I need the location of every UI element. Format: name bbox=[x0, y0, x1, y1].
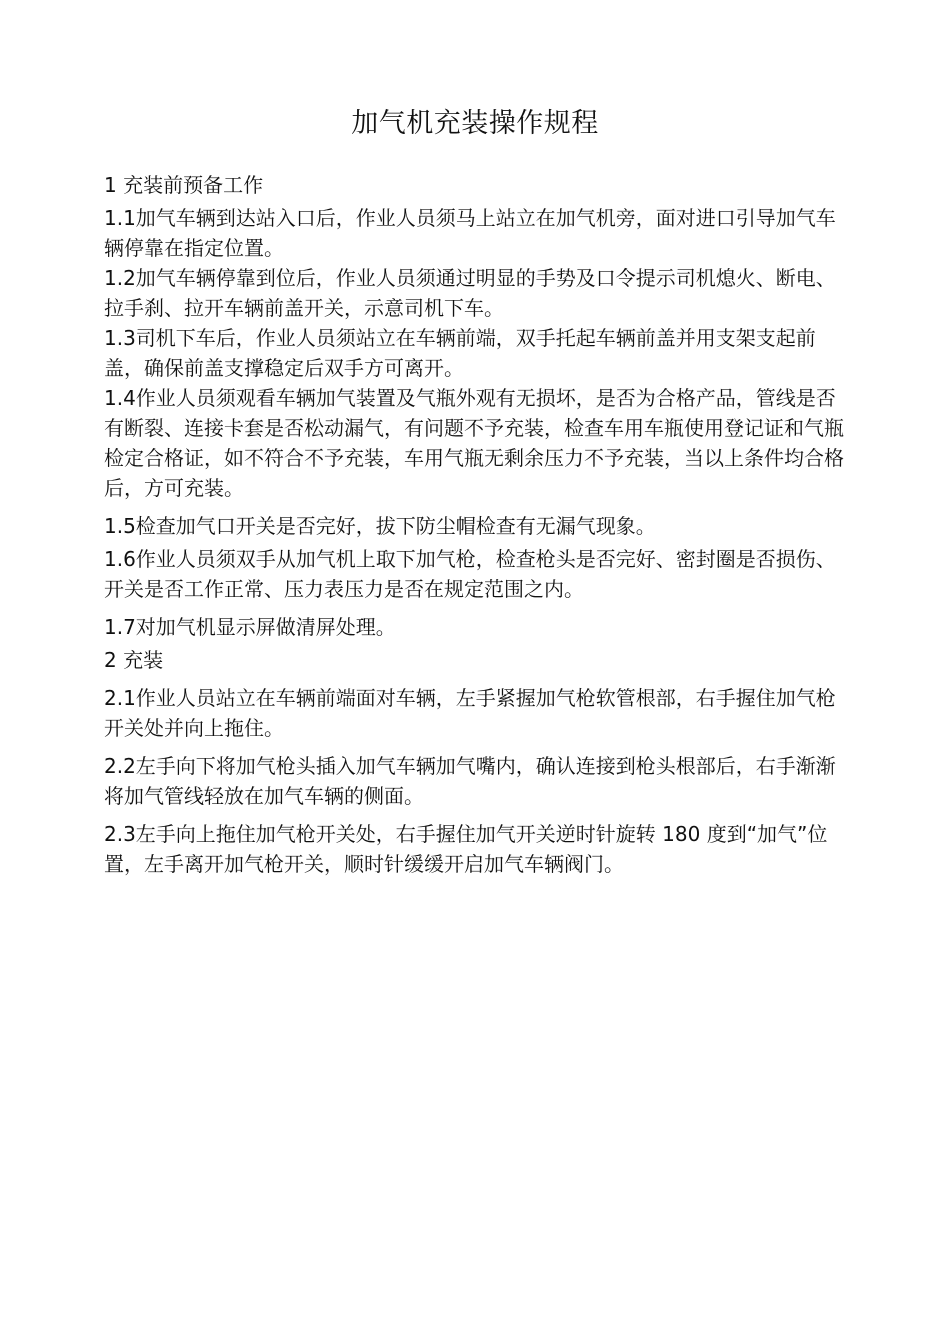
section-heading-prep: 1 充装前预备工作 bbox=[104, 173, 264, 197]
paragraph-1-1: 1.1加气车辆到达站入口后，作业人员须马上站立在加气机旁，面对进口引导加气车辆停靠在指定位置。 bbox=[104, 206, 836, 260]
paragraph-2-3: 2.3左手向上拖住加气枪开关处，右手握住加气开关逆时针旋转 180 度到“加气”位置，左手离开加气枪开关，顺时针缓缓开启加气车辆阀门。 bbox=[104, 822, 828, 876]
paragraph-1-4: 1.4作业人员须观看车辆加气装置及气瓶外观有无损坏，是否为合格产品，管线是否有断裂、连接卡套是否松动漏气，有问题不予充装，检查车用车瓶使用登记证和气瓶检定合格证，如不符合不予充装，车用气瓶无剩余压力不予充装，当以上条件均合格后，方可充装。 bbox=[104, 386, 844, 500]
paragraph-1-7: 1.7对加气机显示屏做清屏处理。 bbox=[104, 615, 396, 639]
paragraph-1-6: 1.6作业人员须双手从加气机上取下加气枪，检查枪头是否完好、密封圈是否损伤、开关是否工作正常、压力表压力是否在规定范围之内。 bbox=[104, 547, 836, 601]
paragraph-1-3: 1.3司机下车后，作业人员须站立在车辆前端，双手托起车辆前盖并用支架支起前盖，确保前盖支撑稳定后双手方可离开。 bbox=[104, 326, 816, 380]
document-title: 加气机充装操作规程 bbox=[351, 108, 599, 139]
section-heading-fill: 2 充装 bbox=[104, 648, 164, 672]
paragraph-2-2: 2.2左手向下将加气枪头插入加气车辆加气嘴内，确认连接到枪头根部后，右手渐渐将加气管线轻放在加气车辆的侧面。 bbox=[104, 754, 836, 808]
paragraph-2-1: 2.1作业人员站立在车辆前端面对车辆，左手紧握加气枪软管根部，右手握住加气枪开关处并向上拖住。 bbox=[104, 686, 836, 740]
paragraph-1-5: 1.5检查加气口开关是否完好，拔下防尘帽检查有无漏气现象。 bbox=[104, 514, 656, 538]
document-body bbox=[104, 170, 850, 879]
paragraph-1-2: 1.2加气车辆停靠到位后，作业人员须通过明显的手势及口令提示司机熄火、断电、拉手刹、拉开车辆前盖开关，示意司机下车。 bbox=[104, 266, 836, 320]
